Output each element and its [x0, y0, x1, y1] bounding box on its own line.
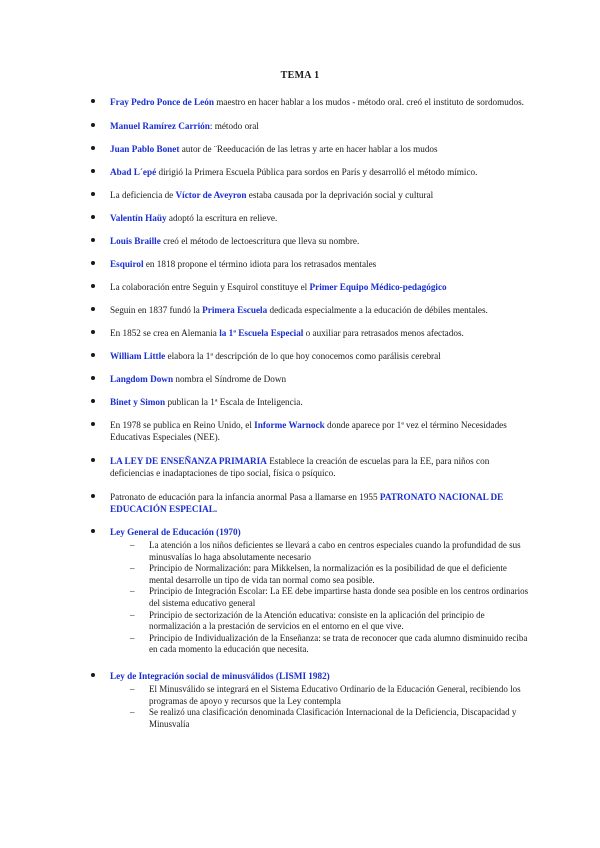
highlight-term: Langdom Down — [110, 374, 174, 384]
bullet-icon — [91, 494, 95, 498]
item-prefix: La deficiencia de — [110, 190, 176, 200]
dash-icon: – — [130, 540, 135, 550]
list-item — [90, 455, 530, 479]
dash-icon: – — [130, 609, 135, 620]
bullet-icon — [91, 99, 95, 103]
list-item — [90, 120, 530, 132]
sub-item — [130, 540, 530, 563]
item-text: dirigió la Primera Escuela Pública para sordos en París y desarrolló el método mímico. — [156, 167, 478, 177]
list-item — [90, 350, 530, 362]
bullet-icon — [91, 261, 95, 265]
sub-item-text: Se realizó una clasificación denominada Clasificación Internacional de la Deficiencia, Discapacidad y Minusvalía — [149, 707, 517, 729]
highlight-term: Víctor de Aveyron — [175, 190, 247, 200]
sub-item-text: El Minusválido se integrará en el Sistema Educativo Ordinario de la Educación General, recibiendo los programas de apoyo y recursos que la Ley contempla — [149, 683, 521, 706]
highlight-term: Juan Pablo Bonet — [110, 144, 180, 154]
highlight-term: Binet y Simon — [110, 397, 166, 407]
item-text: en 1818 propone el término idiota para los retrasados mentales — [143, 259, 377, 269]
item-text: creó el método de lectoescritura que lleva su nombre. — [160, 236, 360, 246]
list-item-law-1970 — [90, 526, 530, 656]
list-item — [90, 166, 530, 178]
bullet-icon — [91, 353, 95, 357]
item-prefix: La colaboración entre Seguin y Esquirol constituye el — [110, 282, 310, 292]
bullet-list — [90, 96, 530, 730]
item-text: : método oral — [209, 121, 259, 131]
highlight-term: William Little — [110, 351, 166, 361]
highlight-term: Esquirol — [110, 259, 144, 269]
sub-item — [130, 563, 530, 586]
list-item — [90, 419, 530, 443]
highlight-term: Informe Warnock — [254, 420, 325, 430]
list-item — [90, 258, 530, 270]
item-text: autor de ¨Reeducación de las letras y arte en hacer hablar a los mudos — [179, 144, 438, 154]
sub-item-text: Principio de Normalización: para Mikkelsen, la normalización es la posibilidad de que el deficiente mental desarrolle un tipo de vida tan normal como sea posible. — [149, 563, 507, 585]
bullet-icon — [91, 146, 95, 150]
item-text: nombra el Síndrome de Down — [173, 374, 287, 384]
item-text: o auxiliar para retrasados menos afectados. — [303, 328, 464, 338]
bullet-icon — [91, 123, 95, 127]
highlight-term: PATRONATO NACIONAL DE EDUCACIÓN ESPECIAL. — [110, 492, 504, 514]
highlight-term: Louis Braille — [110, 236, 161, 246]
list-item — [90, 281, 530, 293]
bullet-icon — [91, 458, 95, 462]
highlight-term: LA LEY DE ENSEÑANZA PRIMARIA — [110, 456, 267, 466]
sub-item-text: Principio de Integración Escolar: La EE debe impartirse hasta donde sea posible en los centros ordinarios del sistema educativo general — [149, 586, 529, 608]
bullet-icon — [91, 215, 95, 219]
sub-item — [130, 684, 530, 707]
item-text: dedicada especialmente a la educación de débiles mentales. — [267, 305, 488, 315]
highlight-term: Abad L´epé — [110, 167, 157, 177]
sub-item — [130, 586, 530, 609]
bullet-icon — [91, 192, 95, 196]
highlight-term: Primera Escuela — [202, 305, 268, 315]
highlight-term: Ley de Integración social de minusválidos (LISMI 1982) — [110, 670, 330, 681]
sub-item — [130, 610, 530, 633]
highlight-term: Valentín Haüy — [110, 213, 167, 223]
bullet-icon — [91, 307, 95, 311]
item-prefix: En 1852 se crea en Alemania — [110, 328, 220, 338]
list-item — [90, 96, 530, 108]
list-item — [90, 143, 530, 155]
item-text: maestro en hacer hablar a los mudos - método oral. creó el instituto de sordomudos. — [213, 97, 524, 107]
bullet-icon — [91, 422, 95, 426]
list-item — [90, 189, 530, 201]
bullet-icon — [91, 169, 95, 173]
dash-icon: – — [130, 563, 135, 574]
bullet-icon — [91, 673, 95, 677]
list-item — [90, 373, 530, 385]
item-text: publican la 1ª Escala de Inteligencia. — [165, 397, 303, 407]
highlight-term: Manuel Ramírez Carrión — [110, 121, 210, 131]
item-prefix: Seguin en 1837 fundó la — [110, 305, 203, 315]
highlight-term: Fray Pedro Ponce de León — [110, 97, 214, 107]
sub-item — [130, 707, 530, 730]
item-text: estaba causada por la deprivación social y cultural — [246, 190, 434, 200]
item-text: elabora la 1ª descripción de lo que hoy conocemos como parálisis cerebral — [165, 351, 441, 361]
item-prefix: En 1978 se publica en Reino Unido, el — [110, 420, 255, 430]
list-item-lismi-1982 — [90, 670, 530, 730]
sub-item-text: Principio de Individualización de la Enseñanza: se trata de reconocer que cada alumno disminuido reciba en cada momento la educación que necesita. — [149, 632, 528, 655]
bullet-icon — [91, 529, 95, 533]
sub-item-text: Principio de sectorización de la Atención educativa: consiste en la aplicación del principio de normalización a la prestación de servicios en el entorno en el que vive. — [149, 609, 485, 632]
sub-list — [130, 684, 530, 730]
sub-list — [130, 540, 530, 656]
item-text: Establece la creación de escuelas para la EE, para niños con deficiencias e inadaptaciones de tipo social, física o psíquico. — [110, 456, 490, 478]
highlight-term: la 1ª Escuela Especial — [219, 328, 304, 338]
sub-item — [130, 633, 530, 656]
bullet-icon — [91, 376, 95, 380]
sub-item-text: La atención a los niños deficientes se llevará a cabo en centros especiales cuando la profundidad de sus minusvalías lo haga absolutamente necesario — [149, 540, 521, 562]
bullet-icon — [91, 399, 95, 403]
bullet-icon — [91, 238, 95, 242]
list-item — [90, 235, 530, 247]
list-item — [90, 396, 530, 408]
item-text: adoptó la escritura en relieve. — [166, 213, 278, 223]
item-text: donde aparece por 1ª vez el término Necesidades Educativas Especiales (NEE). — [110, 420, 507, 442]
dash-icon: – — [130, 586, 135, 597]
highlight-term: Primer Equipo Médico-pedagógico — [309, 282, 447, 292]
bullet-icon — [91, 284, 95, 288]
dash-icon: – — [130, 632, 135, 643]
list-item — [90, 327, 530, 339]
list-item — [90, 491, 530, 515]
item-prefix: Patronato de educación para la infancia anormal Pasa a llamarse en 1955 — [110, 492, 380, 502]
dash-icon: – — [130, 683, 135, 694]
dash-icon: – — [130, 707, 135, 718]
list-item — [90, 304, 530, 316]
page-title: TEMA 1 — [280, 70, 320, 81]
list-item — [90, 212, 530, 224]
highlight-term: Ley General de Educación (1970) — [110, 527, 241, 537]
bullet-icon — [91, 330, 95, 334]
